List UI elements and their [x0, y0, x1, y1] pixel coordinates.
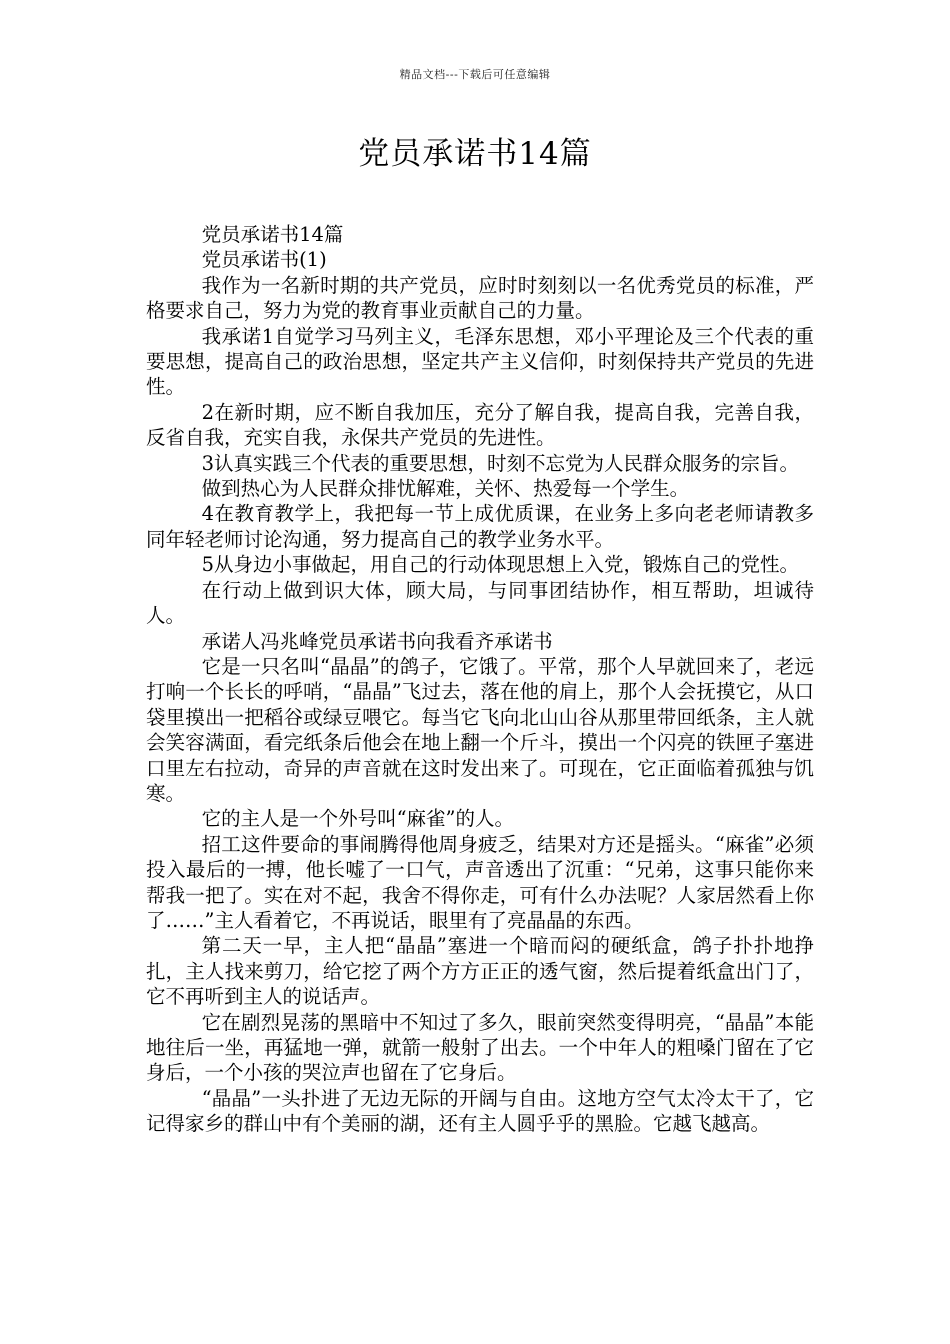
paragraph: 我作为一名新时期的共产党员，应时时刻刻以一名优秀党员的标准，严格要求自己，努力为党的教育事业贡献自己的力量。 [146, 273, 814, 323]
paragraph: 它在剧烈晃荡的黑暗中不知过了多久，眼前突然变得明亮，“晶晶”本能地往后一坐，再猛地一弹，就箭一般射了出去。一个中年人的粗嗓门留在了它身后，一个小孩的哭泣声也留在了它身后。 [146, 1010, 814, 1085]
paragraph: 它是一只名叫“晶晶”的鸽子，它饿了。平常，那个人早就回来了，老远打响一个长长的呼哨，“晶晶”飞过去，落在他的肩上，那个人会抚摸它，从口袋里摸出一把稻谷或绿豆喂它。每当它飞向北山山谷从那里带回纸条，主人就会笑容满面，看完纸条后他会在地上翻一个斤斗，摸出一个闪亮的铁匣子塞进口里左右拉动，奇异的声音就在这时发出来了。可现在，它正面临着孤独与饥寒。 [146, 654, 814, 805]
paragraph: 2在新时期，应不断自我加压，充分了解自我，提高自我，完善自我，反省自我，充实自我，永保共产党员的先进性。 [146, 400, 814, 450]
page-header-note: 精品文档---下载后可任意编辑 [399, 68, 551, 81]
paragraph: 4在教育教学上，我把每一节上成优质课，在业务上多向老老师请教多同年轻老师讨论沟通，努力提高自己的教学业务水平。 [146, 502, 814, 551]
paragraph: 我承诺1自觉学习马列主义，毛泽东思想，邓小平理论及三个代表的重要思想，提高自己的政治思想，坚定共产主义信仰，时刻保持共产党员的先进性。 [146, 324, 814, 399]
paragraph: “晶晶”一头扑进了无边无际的开阔与自由。这地方空气太冷太干了，它记得家乡的群山中有个美丽的湖，还有主人圆乎乎的黑脸。它越飞越高。 [146, 1086, 814, 1136]
paragraph-subtitle: 党员承诺书14篇 [201, 223, 344, 246]
paragraph: 第二天一早，主人把“晶晶”塞进一个暗而闷的硬纸盒，鸽子扑扑地挣扎，主人找来剪刀，给它挖了两个方方正正的透气窗，然后提着纸盒出门了，它不再听到主人的说话声。 [146, 934, 814, 1009]
paragraph: 5从身边小事做起，用自己的行动体现思想上入党，锻炼自己的党性。 [201, 553, 799, 577]
paragraph: 招工这件要命的事闹腾得他周身疲乏，结果对方还是摇头。“麻雀”必须投入最后的一搏，他长嘘了一口气，声音透出了沉重：“兄弟，这事只能你来帮我一把了。实在对不起，我舍不得你走，可有什么办法呢？人家居然看上你了……”主人看着它，不再说话，眼里有了亮晶晶的东西。 [146, 832, 814, 932]
paragraph: 做到热心为人民群众排忧解难，关怀、热爱每一个学生。 [201, 477, 690, 501]
document-title: 党员承诺书14篇 [358, 136, 592, 172]
paragraph-section-heading: 党员承诺书(1) [201, 248, 327, 272]
paragraph: 3认真实践三个代表的重要思想，时刻不忘党为人民群众服务的宗旨。 [201, 451, 799, 475]
paragraph-signature: 承诺人冯兆峰党员承诺书向我看齐承诺书 [201, 629, 553, 653]
paragraph: 它的主人是一个外号叫“麻雀”的人。 [201, 807, 515, 831]
document-body [146, 222, 814, 1137]
paragraph: 在行动上做到识大体，顾大局，与同事团结协作，相互帮助，坦诚待人。 [146, 578, 814, 628]
